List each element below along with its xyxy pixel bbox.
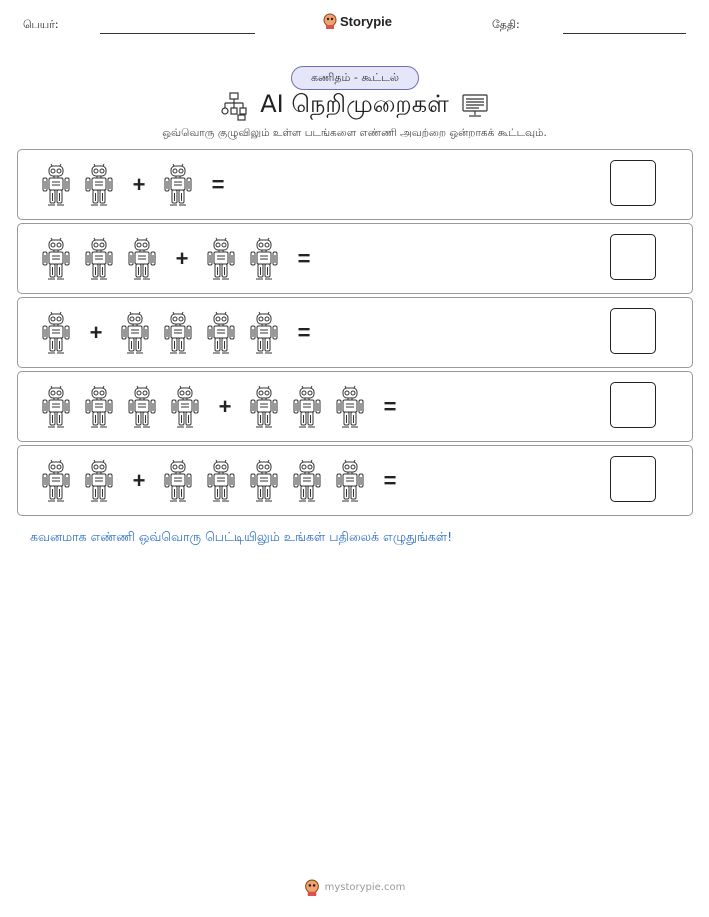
plus-sign: + — [89, 319, 103, 345]
robot-icon — [40, 459, 72, 503]
computer-icon — [461, 93, 489, 119]
problem-items — [40, 298, 327, 367]
robot-icon — [162, 311, 194, 355]
plus-sign: + — [132, 467, 146, 493]
page-title: AI நெறிமுறைகள் — [260, 90, 449, 118]
robot-icon — [40, 311, 72, 355]
robot-icon — [169, 385, 201, 429]
robot-icon — [126, 385, 158, 429]
equals-sign: = — [297, 245, 311, 271]
robot-icon — [334, 385, 366, 429]
problem-row — [17, 149, 693, 220]
flowchart-icon — [220, 91, 248, 121]
instructions: ஒவ்வொரு குழுவிலும் உள்ள படங்களை எண்ணி அவற்றை ஒன்றாகக் கூட்டவும். — [162, 127, 547, 139]
equals-sign: = — [211, 171, 225, 197]
robot-icon — [119, 311, 151, 355]
robot-icon — [83, 459, 115, 503]
answer-box[interactable] — [610, 308, 656, 354]
equals-sign: = — [383, 393, 397, 419]
problem-row — [17, 223, 693, 294]
answer-box[interactable] — [610, 456, 656, 502]
plus-sign: + — [132, 171, 146, 197]
problem-row — [17, 371, 693, 442]
robot-icon — [162, 459, 194, 503]
name-line[interactable] — [100, 33, 255, 34]
plus-sign: + — [218, 393, 232, 419]
footer — [0, 879, 709, 896]
robot-icon — [248, 237, 280, 281]
storypie-mascot-icon — [304, 879, 320, 896]
footer-url: mystorypie.com — [324, 882, 406, 893]
robot-icon — [291, 459, 323, 503]
problem-items — [40, 372, 413, 441]
plus-sign: + — [175, 245, 189, 271]
robot-icon — [40, 163, 72, 207]
equals-sign: = — [297, 319, 311, 345]
robot-icon — [83, 163, 115, 207]
problem-row — [17, 445, 693, 516]
name-label: பெயர்: — [23, 18, 59, 31]
robot-icon — [83, 385, 115, 429]
problem-items — [40, 446, 413, 515]
answer-box[interactable] — [610, 160, 656, 206]
robot-icon — [205, 459, 237, 503]
robot-icon — [83, 237, 115, 281]
robot-icon — [291, 385, 323, 429]
robot-icon — [248, 459, 280, 503]
problem-row — [17, 297, 693, 368]
storypie-mascot-icon — [323, 13, 337, 29]
robot-icon — [162, 163, 194, 207]
robot-icon — [248, 311, 280, 355]
problem-items — [40, 150, 241, 219]
date-line[interactable] — [563, 33, 686, 34]
robot-icon — [40, 385, 72, 429]
brand-name: Storypie — [340, 13, 393, 29]
subject-badge: கணிதம் - கூட்டல் — [291, 66, 419, 90]
robot-icon — [248, 385, 280, 429]
robot-icon — [126, 237, 158, 281]
problem-items — [40, 224, 327, 293]
answer-box[interactable] — [610, 234, 656, 280]
robot-icon — [334, 459, 366, 503]
brand-logo — [323, 13, 392, 29]
answer-box[interactable] — [610, 382, 656, 428]
robot-icon — [205, 311, 237, 355]
date-label: தேதி: — [492, 18, 520, 31]
robot-icon — [40, 237, 72, 281]
robot-icon — [205, 237, 237, 281]
footer-note: கவனமாக எண்ணி ஒவ்வொரு பெட்டியிலும் உங்கள் பதிலைக் எழுதுங்கள்! — [30, 529, 453, 544]
equals-sign: = — [383, 467, 397, 493]
title-row — [0, 90, 709, 121]
